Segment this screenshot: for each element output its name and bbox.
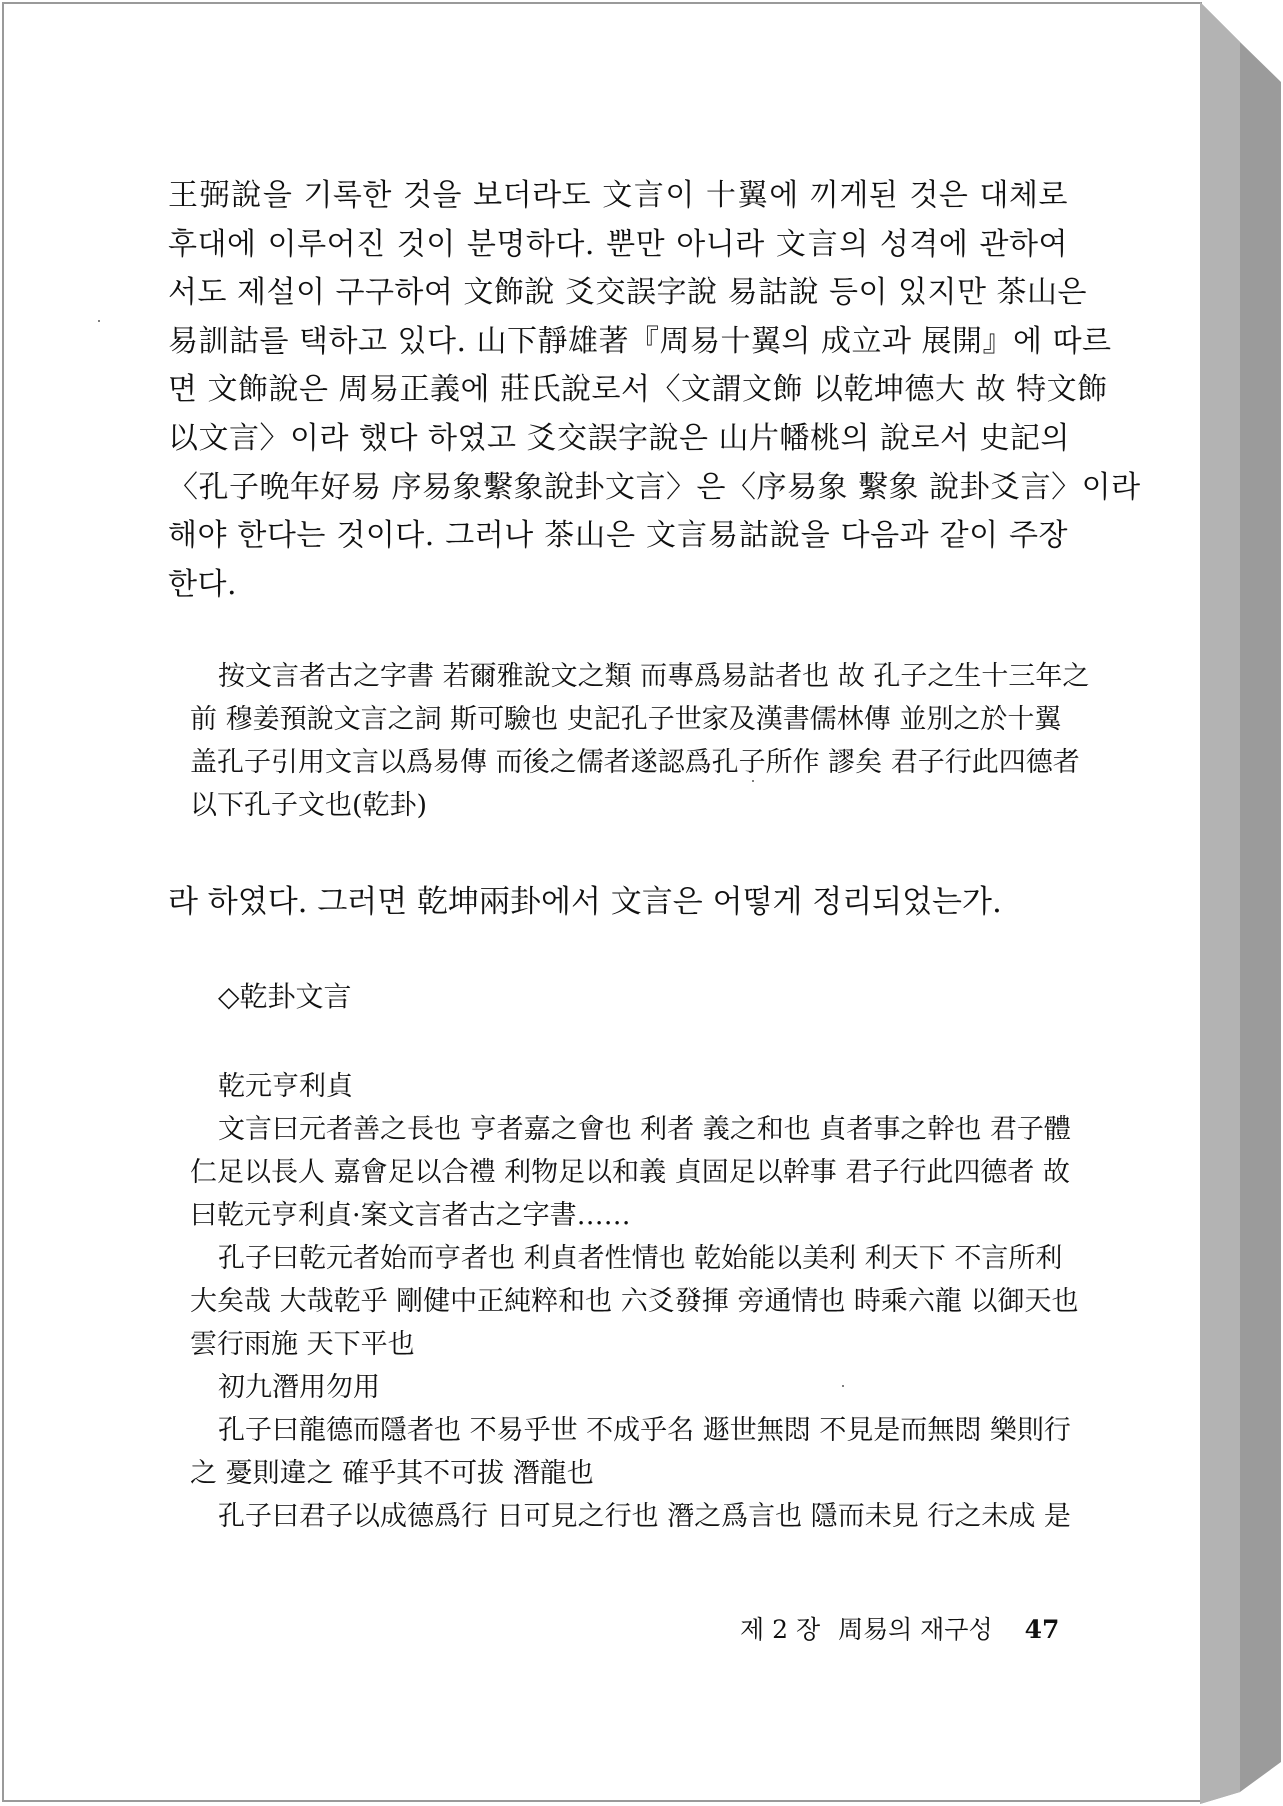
scan-speck <box>752 780 754 782</box>
paragraph-line: 서도 제설이 구구하여 文飾說 爻交誤字說 易詁說 등이 있지만 茶山은 <box>168 275 1087 311</box>
scan-speck <box>98 320 100 322</box>
chapter-label: 제 2 장 <box>740 1615 821 1644</box>
paragraph-line: 王弼說을 기록한 것을 보더라도 文言이 十翼에 끼게된 것은 대체로 <box>168 178 1068 213</box>
quote-line: 孔子曰乾元者始而亨者也 利貞者性情也 乾始能以美利 利天下 不言所利 <box>218 1243 1063 1274</box>
section-heading: ◇乾卦文言 <box>218 980 352 1013</box>
quote-line: 曰乾元亨利貞·案文言者古之字書…… <box>190 1200 631 1231</box>
quote-line: 按文言者古之字書 若爾雅說文之類 而專爲易詁者也 故 孔子之生十三年之 <box>218 661 1090 692</box>
quote-line: 以下孔子文也(乾卦) <box>190 790 428 821</box>
quote-line: 乾元亨利貞 <box>218 1071 353 1102</box>
page-footer <box>740 1610 1059 1646</box>
paragraph-line: 면 文飾說은 周易正義에 莊氏說로서〈文謂文飾 以乾坤德大 故 特文飾 <box>168 372 1108 408</box>
quote-line: 仁足以長人 嘉會足以合禮 利物足以和義 貞固足以幹事 君子行此四德者 故 <box>190 1157 1070 1188</box>
paragraph-line: 해야 한다는 것이다. 그러나 茶山은 文言易詁說을 다음과 같이 주장 <box>168 518 1068 554</box>
paragraph-line: 후대에 이루어진 것이 분명하다. 뿐만 아니라 文言의 성격에 관하여 <box>168 226 1068 262</box>
quote-block-2 <box>190 1065 1079 1538</box>
quote-line: 文言曰元者善之長也 亨者嘉之會也 利者 義之和也 貞者事之幹也 君子體 <box>218 1114 1071 1145</box>
quote-block-1 <box>190 655 1090 827</box>
quote-line: 孔子曰君子以成德爲行 日可見之行也 潛之爲言也 隱而未見 行之未成 是 <box>218 1501 1071 1532</box>
quote-line: 孔子曰龍德而隱者也 不易乎世 不成乎名 遯世無悶 不見是而無悶 樂則行 <box>218 1415 1071 1446</box>
quote-line: 大矣哉 大哉乾乎 剛健中正純粹和也 六爻發揮 旁通情也 時乘六龍 以御天也 <box>190 1286 1079 1317</box>
page-number: 47 <box>1024 1615 1060 1644</box>
main-paragraph <box>168 172 1141 609</box>
quote-line: 前 穆姜預說文言之詞 斯可驗也 史記孔子世家及漢書儒林傳 並別之於十翼 <box>190 704 1062 735</box>
paragraph-line: 한다. <box>168 566 237 602</box>
chapter-title: 周易의 재구성 <box>838 1615 993 1644</box>
book-page-edge <box>1200 2 1282 1804</box>
quote-line: 盖孔子引用文言以爲易傳 而後之儒者遂認爲孔子所作 謬矣 君子行此四德者 <box>190 747 1080 778</box>
conclusion-sentence: 라 하였다. 그러면 乾坤兩卦에서 文言은 어떻게 정리되었는가. <box>168 884 1002 920</box>
paragraph-line: 〈孔子晩年好易 序易象繫象說卦文言〉은〈序易象 繫象 說卦爻言〉이라 <box>168 469 1141 505</box>
paragraph-line: 以文言〉이라 했다 하였고 爻交誤字說은 山片幡桃의 說로서 史記의 <box>168 420 1070 456</box>
quote-line: 初九潛用勿用 <box>218 1372 380 1403</box>
quote-line: 雲行雨施 天下平也 <box>190 1329 415 1360</box>
quote-line: 之 憂則違之 確乎其不可拔 潛龍也 <box>190 1458 594 1489</box>
scan-speck <box>842 1385 844 1387</box>
paragraph-line: 易訓詁를 택하고 있다. 山下靜雄著『周易十翼의 成立과 展開』에 따르 <box>168 323 1112 359</box>
